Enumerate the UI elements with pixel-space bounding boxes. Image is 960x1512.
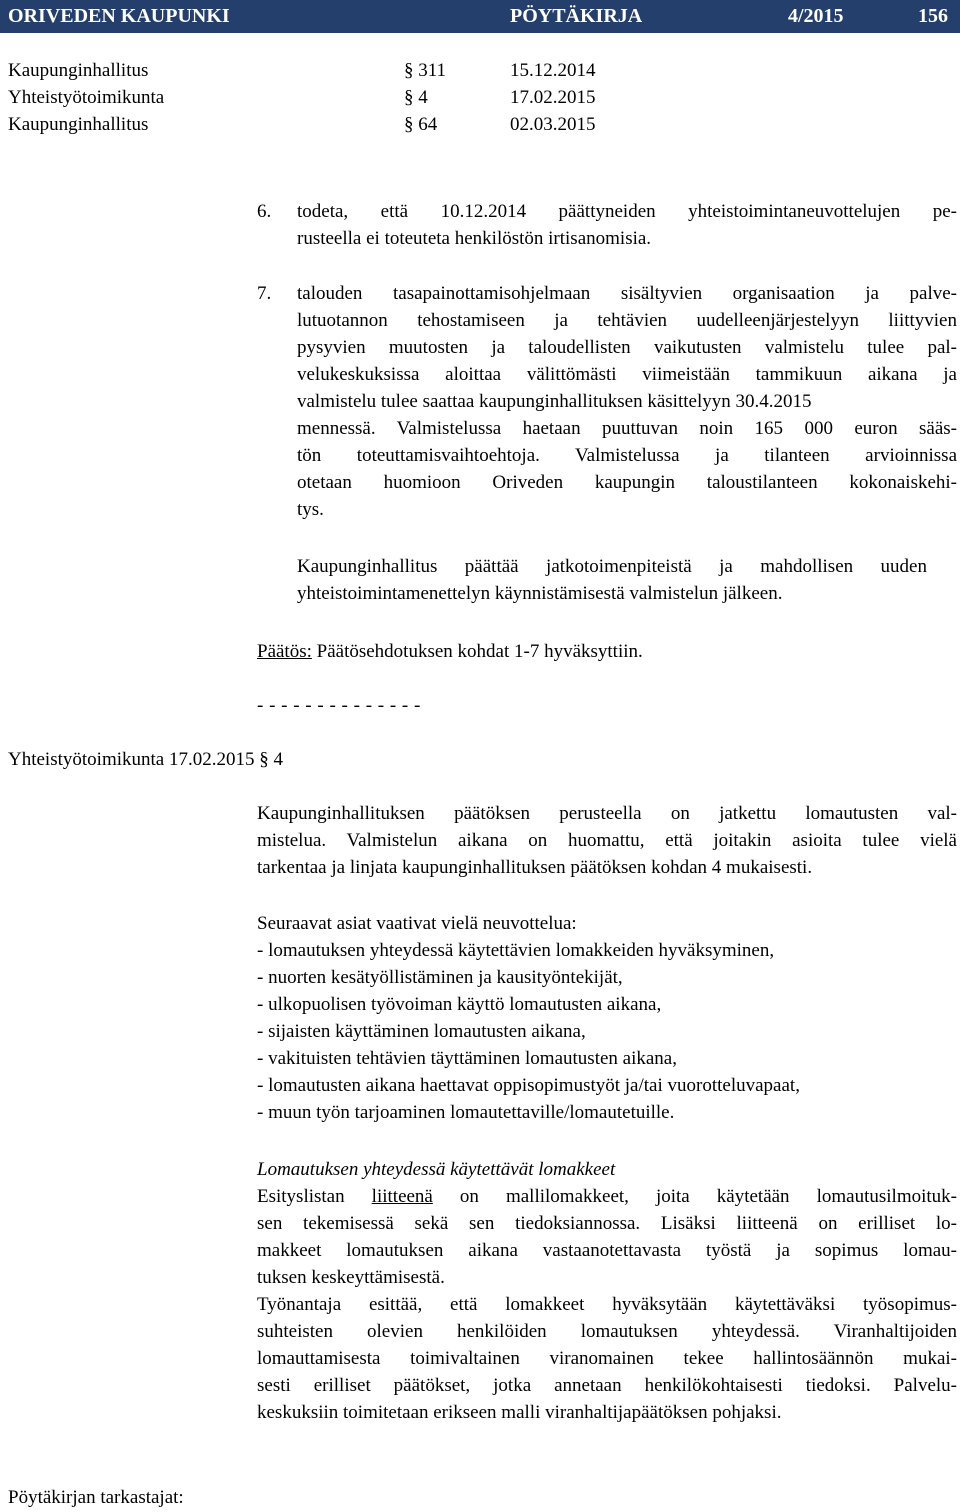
meeting-reference-row	[8, 84, 708, 111]
list-item: - vakituisten tehtävien täyttäminen lomautusten aikana,	[257, 1048, 677, 1069]
text-line: suhteisten olevien henkilöiden lomautuksen yhteydessä. Viranhaltijoiden	[257, 1321, 957, 1342]
meeting-body: Kaupunginhallitus	[8, 60, 149, 81]
text-line: tön toteuttamisvaihtoehtoja. Valmistelussa ja tilanteen arvioinnissa	[297, 445, 957, 466]
meeting-date: 02.03.2015	[510, 114, 596, 135]
meeting-body: Kaupunginhallitus	[8, 114, 149, 135]
minutes-reviewers-label: Pöytäkirjan tarkastajat:	[8, 1487, 184, 1508]
text-line: sesti erilliset päätökset, jotka annetaan henkilökohtaisesti tiedoksi. Palvelu-	[257, 1375, 957, 1396]
text-line: otetaan huomioon Oriveden kaupungin taloustilanteen kokonaiskehi-	[297, 472, 957, 493]
section-number: § 4	[404, 87, 428, 108]
separator-dashes: - - - - - - - - - - - - - -	[257, 695, 421, 716]
meeting-references	[8, 57, 708, 138]
text-line: tarkentaa ja linjata kaupunginhallituksen päätöksen kohdan 4 mukaisesti.	[257, 857, 813, 878]
document-header-bar	[0, 0, 960, 33]
text-line: yhteistoimintamenettelyn käynnistämisestä valmistelun jälkeen.	[297, 583, 783, 604]
text-line: makkeet lomautuksen aikana vastaanotettavasta työstä ja sopimus lomau-	[257, 1240, 957, 1261]
negotiation-intro: Seuraavat asiat vaativat vielä neuvottelua:	[257, 913, 577, 934]
document-type: PÖYTÄKIRJA	[510, 5, 643, 27]
decision-line	[257, 638, 643, 665]
page-number: 156	[918, 5, 948, 27]
section-number: § 311	[404, 60, 447, 81]
text-line: talouden tasapainottamisohjelmaan sisältyvien organisaation ja palve-	[297, 283, 957, 304]
list-item: - nuorten kesätyöllistäminen ja kausityöntekijät,	[257, 967, 623, 988]
text-line	[257, 1183, 957, 1210]
text-line: Kaupunginhallitus päättää jatkotoimenpiteistä ja mahdollisen uuden	[297, 556, 927, 577]
text-line: rusteella ei toteuteta henkilöstön irtisanomisia.	[297, 228, 652, 249]
text-fragment: Esityslistan	[257, 1186, 372, 1207]
followup-paragraph	[297, 553, 927, 607]
document-number: 4/2015	[788, 5, 844, 27]
text-line: pysyvien muutosten ja taloudellisten vaikutusten valmistelu tulee pal-	[297, 337, 957, 358]
forms-section	[257, 1156, 957, 1426]
section-heading: Yhteistyötoimikunta 17.02.2015 § 4	[8, 749, 283, 770]
list-item: - ulkopuolisen työvoiman käyttö lomautusten aikana,	[257, 994, 662, 1015]
list-item: - lomautuksen yhteydessä käytettävien lomakkeiden hyväksyminen,	[257, 940, 775, 961]
text-line: Työnantaja esittää, että lomakkeet hyväksytään käytettäväksi työsopimus-	[257, 1294, 957, 1315]
item-number: 7.	[257, 283, 272, 304]
list-item: - muun työn tarjoaminen lomautettaville/lomautetuille.	[257, 1102, 675, 1123]
text-line: sen tekemisessä sekä sen tiedoksiannossa. Lisäksi liitteenä on erilliset lo-	[257, 1213, 957, 1234]
list-item: - lomautusten aikana haettavat oppisopimustyöt ja/tai vuorotteluvapaat,	[257, 1075, 800, 1096]
text-line: valmistelu tulee saattaa kaupunginhallituksen käsittelyyn 30.4.2015	[297, 391, 812, 412]
text-line: mennessä. Valmistelussa haetaan puuttuvan noin 165 000 euron sääs-	[297, 418, 957, 439]
organization-name: ORIVEDEN KAUPUNKI	[8, 5, 230, 27]
text-line: mistelua. Valmistelun aikana on huomattu, että joitakin asioita tulee vielä	[257, 830, 957, 851]
meeting-date: 15.12.2014	[510, 60, 596, 81]
meeting-date: 17.02.2015	[510, 87, 596, 108]
attachment-link[interactable]: liitteenä	[371, 1186, 433, 1207]
item-text	[297, 280, 957, 523]
intro-paragraph	[257, 800, 957, 881]
text-line: tuksen keskeyttämisestä.	[257, 1267, 445, 1288]
meeting-reference-row	[8, 57, 708, 84]
text-line: todeta, että 10.12.2014 päättyneiden yhteistoimintaneuvottelujen pe-	[297, 201, 957, 222]
text-line: lomauttamisesta toimivaltainen viranomainen tekee hallintosäännön mukai-	[257, 1348, 957, 1369]
negotiation-list	[257, 910, 957, 1126]
decision-text: Päätösehdotuksen kohdat 1-7 hyväksyttiin.	[311, 641, 643, 662]
item-text	[297, 198, 957, 252]
list-item: - sijaisten käyttäminen lomautusten aikana,	[257, 1021, 586, 1042]
meeting-body: Yhteistyötoimikunta	[8, 87, 165, 108]
text-line: keskuksiin toimitetaan erikseen malli viranhaltijapäätöksen pohjaksi.	[257, 1402, 782, 1423]
meeting-reference-row	[8, 111, 708, 138]
text-line: lutuotannon tehostamiseen ja tehtävien uudelleenjärjestelyyn liittyvien	[297, 310, 957, 331]
decision-label: Päätös:	[257, 641, 312, 662]
text-line: tys.	[297, 499, 324, 520]
forms-heading: Lomautuksen yhteydessä käytettävät lomakkeet	[257, 1159, 616, 1180]
text-line: velukeskuksissa aloittaa välittömästi viimeistään tammikuun aikana ja	[297, 364, 957, 385]
section-number: § 64	[404, 114, 438, 135]
item-number: 6.	[257, 201, 272, 222]
text-fragment: on mallilomakkeet, joita käytetään lomautusilmoituk-	[432, 1186, 957, 1207]
text-line: Kaupunginhallituksen päätöksen perusteella on jatkettu lomautusten val-	[257, 803, 957, 824]
